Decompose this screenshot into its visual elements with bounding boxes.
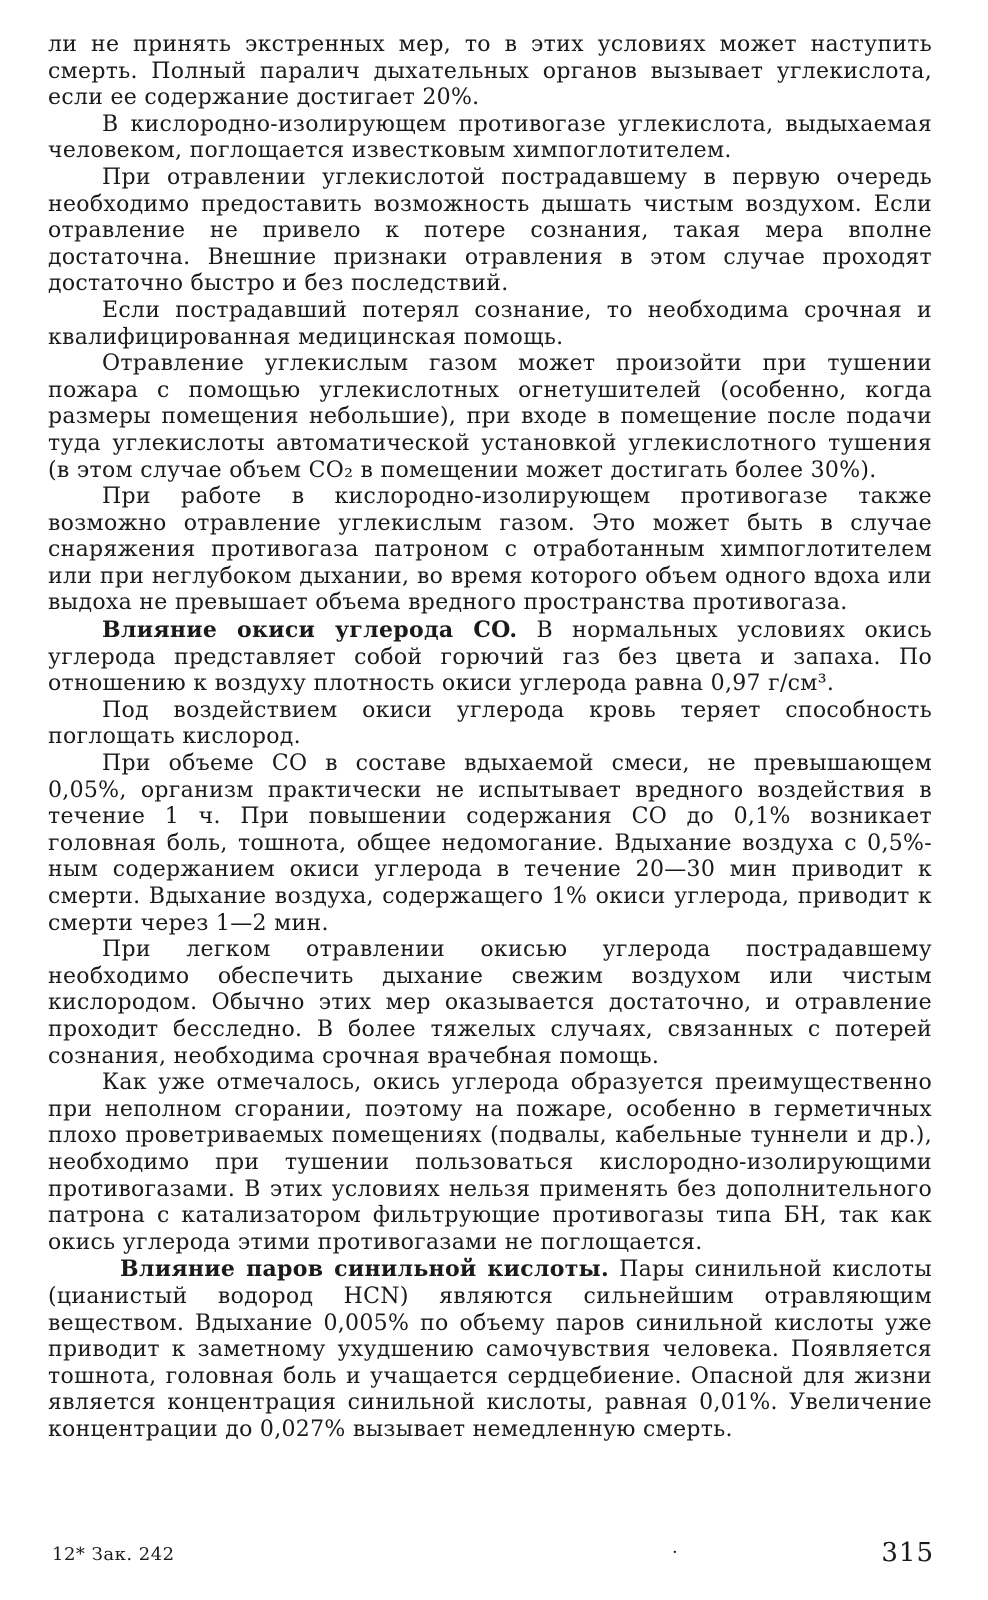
- footer-dot: ·: [672, 1542, 678, 1563]
- paragraph-7-text: В нормальных условиях окись углерода представляет собой горючий газ без цвета и запаха. По отношению к воздуху плотность окиси углерода равна 0,97 г/см³.: [48, 618, 932, 697]
- page-number: 315: [881, 1538, 934, 1568]
- page-body: [48, 32, 932, 1443]
- paragraph-12: [48, 1256, 932, 1443]
- paragraph-10: При легком отравлении окисью углерода пострадавшему необходимо обеспечить дыхание свежим воздухом или чистым кислородом. Обычно этих мер оказывается достаточно, и отравление проходит бесследно. В более тяжелых случаях, связанных с потерей сознания, необходима срочная врачебная помощь.: [48, 937, 932, 1069]
- paragraph-5: Отравление углекислым газом может произойти при тушении пожара с помощью углекислотных огнетушителей (особенно, когда размеры помещения небольшие), при входе в помещение после подачи туда углекислоты автоматической установкой углекислотного тушения (в этом случае объем CO₂ в помещении может достигать более 30%).: [48, 351, 932, 483]
- paragraph-2: В кислородно-изолирующем противогазе углекислота, выдыхаемая человеком, поглощается известковым химпоглотителем.: [48, 111, 932, 164]
- page-footer: [52, 1538, 934, 1578]
- paragraph-12-text: Пары синильной кислоты (цианистый водород HCN) являются сильнейшим отравляющим веществом. Вдыхание 0,005% по объему паров синильной кислоты уже приводит к заметному ухудшению самочувствия человека. Появляется тошнота, головная боль и учащается сердцебиение. Опасной для жизни является концентрация синильной кислоты, равная 0,01%. Увеличение концентрации до 0,027% вызывает немедленную смерть.: [48, 1257, 933, 1442]
- paragraph-7: [48, 617, 932, 698]
- paragraph-11: Как уже отмечалось, окись углерода образуется преимущественно при неполном сгорании, поэтому на пожаре, особенно в герметичных плохо проветриваемых помещениях (подвалы, кабельные туннели и др.), необходимо при тушении пользоваться кислородно-изолирующими противогазами. В этих условиях нельзя применять без дополнительного патрона с катализатором фильтрующие противогазы типа БН, так как окись углерода этими противогазами не поглощается.: [48, 1070, 932, 1255]
- paragraph-8: Под воздействием окиси углерода кровь теряет способность поглощать кислород.: [48, 697, 932, 750]
- paragraph-4: Если пострадавший потерял сознание, то необходима срочная и квалифицированная медицинская помощь.: [48, 297, 932, 350]
- section-heading-hcn: Влияние паров синильной кислоты.: [120, 1256, 609, 1283]
- paragraph-3: При отравлении углекислотой пострадавшему в первую очередь необходимо предоставить возможность дышать чистым воздухом. Если отравление не привело к потере сознания, такая мера вполне достаточна. Внешние признаки отравления в этом случае проходят достаточно быстро и без последствий.: [48, 164, 932, 297]
- paragraph-6: При работе в кислородно-изолирующем противогазе также возможно отравление углекислым газом. Это может быть в случае снаряжения противогаза патроном с отработанным химпоглотителем или при неглубоком дыхании, во время которого объем одного вдоха или выдоха не превышает объема вредного пространства противогаза.: [48, 484, 932, 616]
- order-note: 12* Зак. 242: [52, 1544, 175, 1565]
- section-heading-co: Влияние окиси углерода CO.: [102, 617, 518, 644]
- paragraph-1: ли не принять экстренных мер, то в этих условиях может наступить смерть. Полный паралич дыхательных органов вызывает углекислота, если ее содержание достигает 20%.: [48, 32, 932, 111]
- paragraph-9: При объеме CO в составе вдыхаемой смеси, не превышающем 0,05%, организм практически не испытывает вредного воздействия в течение 1 ч. При повышении содержания CO до 0,1% возникает головная боль, тошнота, общее недомогание. Вдыхание воздуха с 0,5%-ным содержанием окиси углерода в течение 20—30 мин приводит к смерти. Вдыхание воздуха, содержащего 1% окиси углерода, приводит к смерти через 1—2 мин.: [48, 751, 932, 936]
